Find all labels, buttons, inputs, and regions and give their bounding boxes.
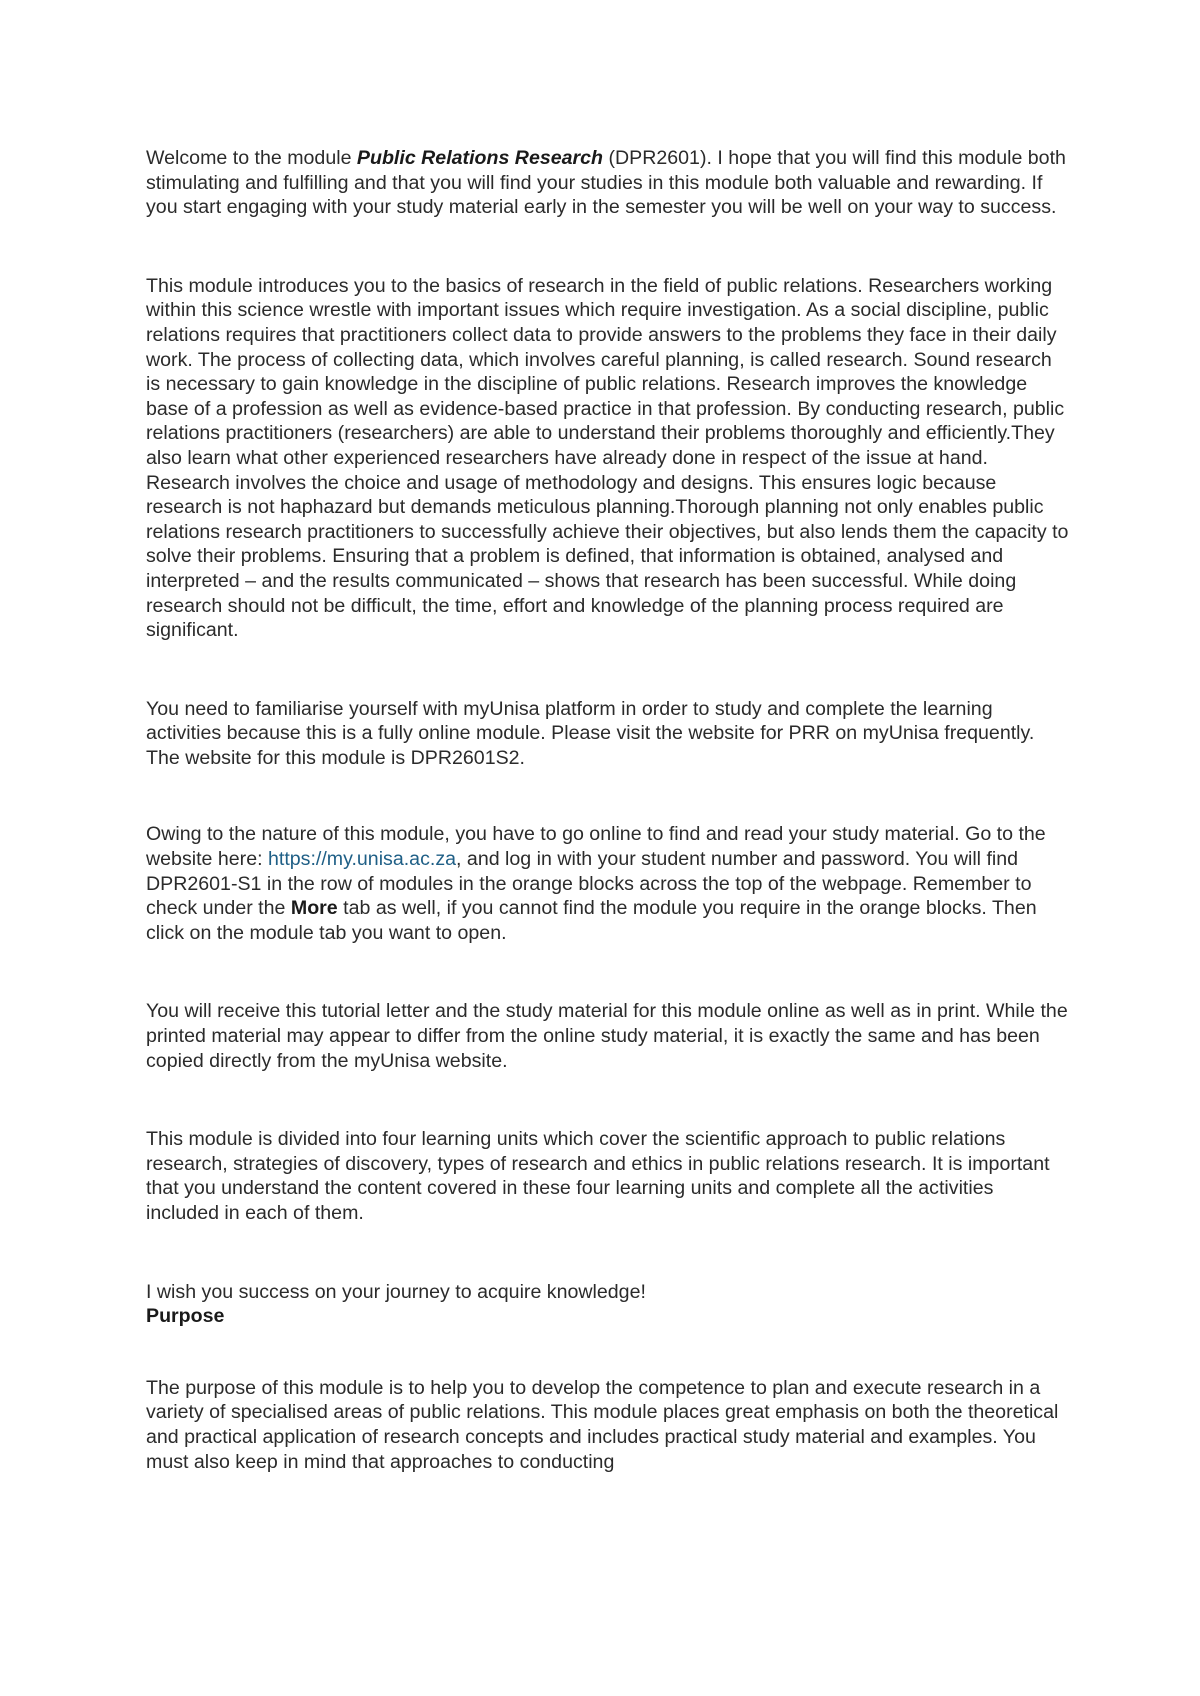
online-lead-text: Owing to the nature of this module, you have to go online to find and read your study material. Go to the website here: — [146, 823, 1046, 871]
purpose-paragraph: The purpose of this module is to help you to develop the competence to plan and execute research in a variety of specialised areas of public relations. This module places great emphasis on both the theoretical and practical application of research concepts and includes practical study material and examples. You must also keep in mind that approaches to conducting — [146, 1376, 1059, 1473]
myunisa-link[interactable]: https://my.unisa.ac.za — [267, 848, 457, 871]
closing-line: I wish you success on your journey to acquire knowledge! — [146, 1280, 646, 1303]
module-title: Public Relations Research — [356, 147, 604, 169]
print-paragraph: You will receive this tutorial letter and the study material for this module online as well as in print. While the printed material may appear to differ from the online study material, it is exactly the same and has been copied directly from the myUnisa website. — [146, 1000, 1068, 1072]
more-tab-label: More — [290, 897, 338, 920]
learning-units-paragraph: This module is divided into four learning units which cover the scientific approach to public relations research, strategies of discovery, types of research and ethics in public relations research. It is important that you understand the content covered in these four learning units and complete all the activities included in each of them. — [146, 1128, 1050, 1224]
intro-rest-text: (DPR2601). I hope that you will find this module both stimulating and fulfilling and that you will find your studies in this module both valuable and rewarding. If you start engaging with your study material early in the semester you will be well on your way to success. — [146, 147, 1066, 219]
online-access-paragraph — [146, 822, 1070, 945]
about-paragraph: This module introduces you to the basics of research in the field of public relations. Researchers working within this science wrestle with important issues which require investigation. As a social discipline, public relations requires that practitioners collect data to provide answers to the problems they face in their daily work. The process of collecting data, which involves careful planning, is called research. Sound research is necessary to gain knowledge in the discipline of public relations. Research improves the knowledge base of a profession as well as evidence-based practice in that profession. By conducting research, public relations practitioners (researchers) are able to understand their problems thoroughly and efficiently.They also learn what other experienced researchers have already done in respect of the issue at hand. Research involves the choice and usage of methodology and designs. This ensures logic because research is not haphazard but demands meticulous planning.Thorough planning not only enables public relations research practitioners to successfully achieve their objectives, but also lends them the capacity to solve their problems. Ensuring that a problem is defined, that information is obtained, analysed and interpreted – and the results communicated – shows that research has been successful. While doing research should not be difficult, the time, effort and knowledge of the planning process required are significant. — [146, 274, 1069, 642]
platform-paragraph: You need to familiarise yourself with myUnisa platform in order to study and complete the learning activities because this is a fully online module. Please visit the website for PRR on myUnisa frequently. The website for this module is DPR2601S2. — [146, 697, 1035, 769]
intro-lead-text: Welcome to the module — [146, 147, 357, 169]
purpose-heading: Purpose — [146, 1305, 225, 1328]
online-tail-text: tab as well, if you cannot find the module you require in the orange blocks. Then click on the module tab you want to open. — [146, 897, 1037, 944]
intro-paragraph — [146, 146, 1070, 220]
online-middle-text: , and log in with your student number and password. You will find DPR2601-S1 in the row of modules in the orange blocks across the top of the webpage. Remember to check under the — [146, 848, 1032, 920]
document-body — [146, 146, 1070, 1474]
